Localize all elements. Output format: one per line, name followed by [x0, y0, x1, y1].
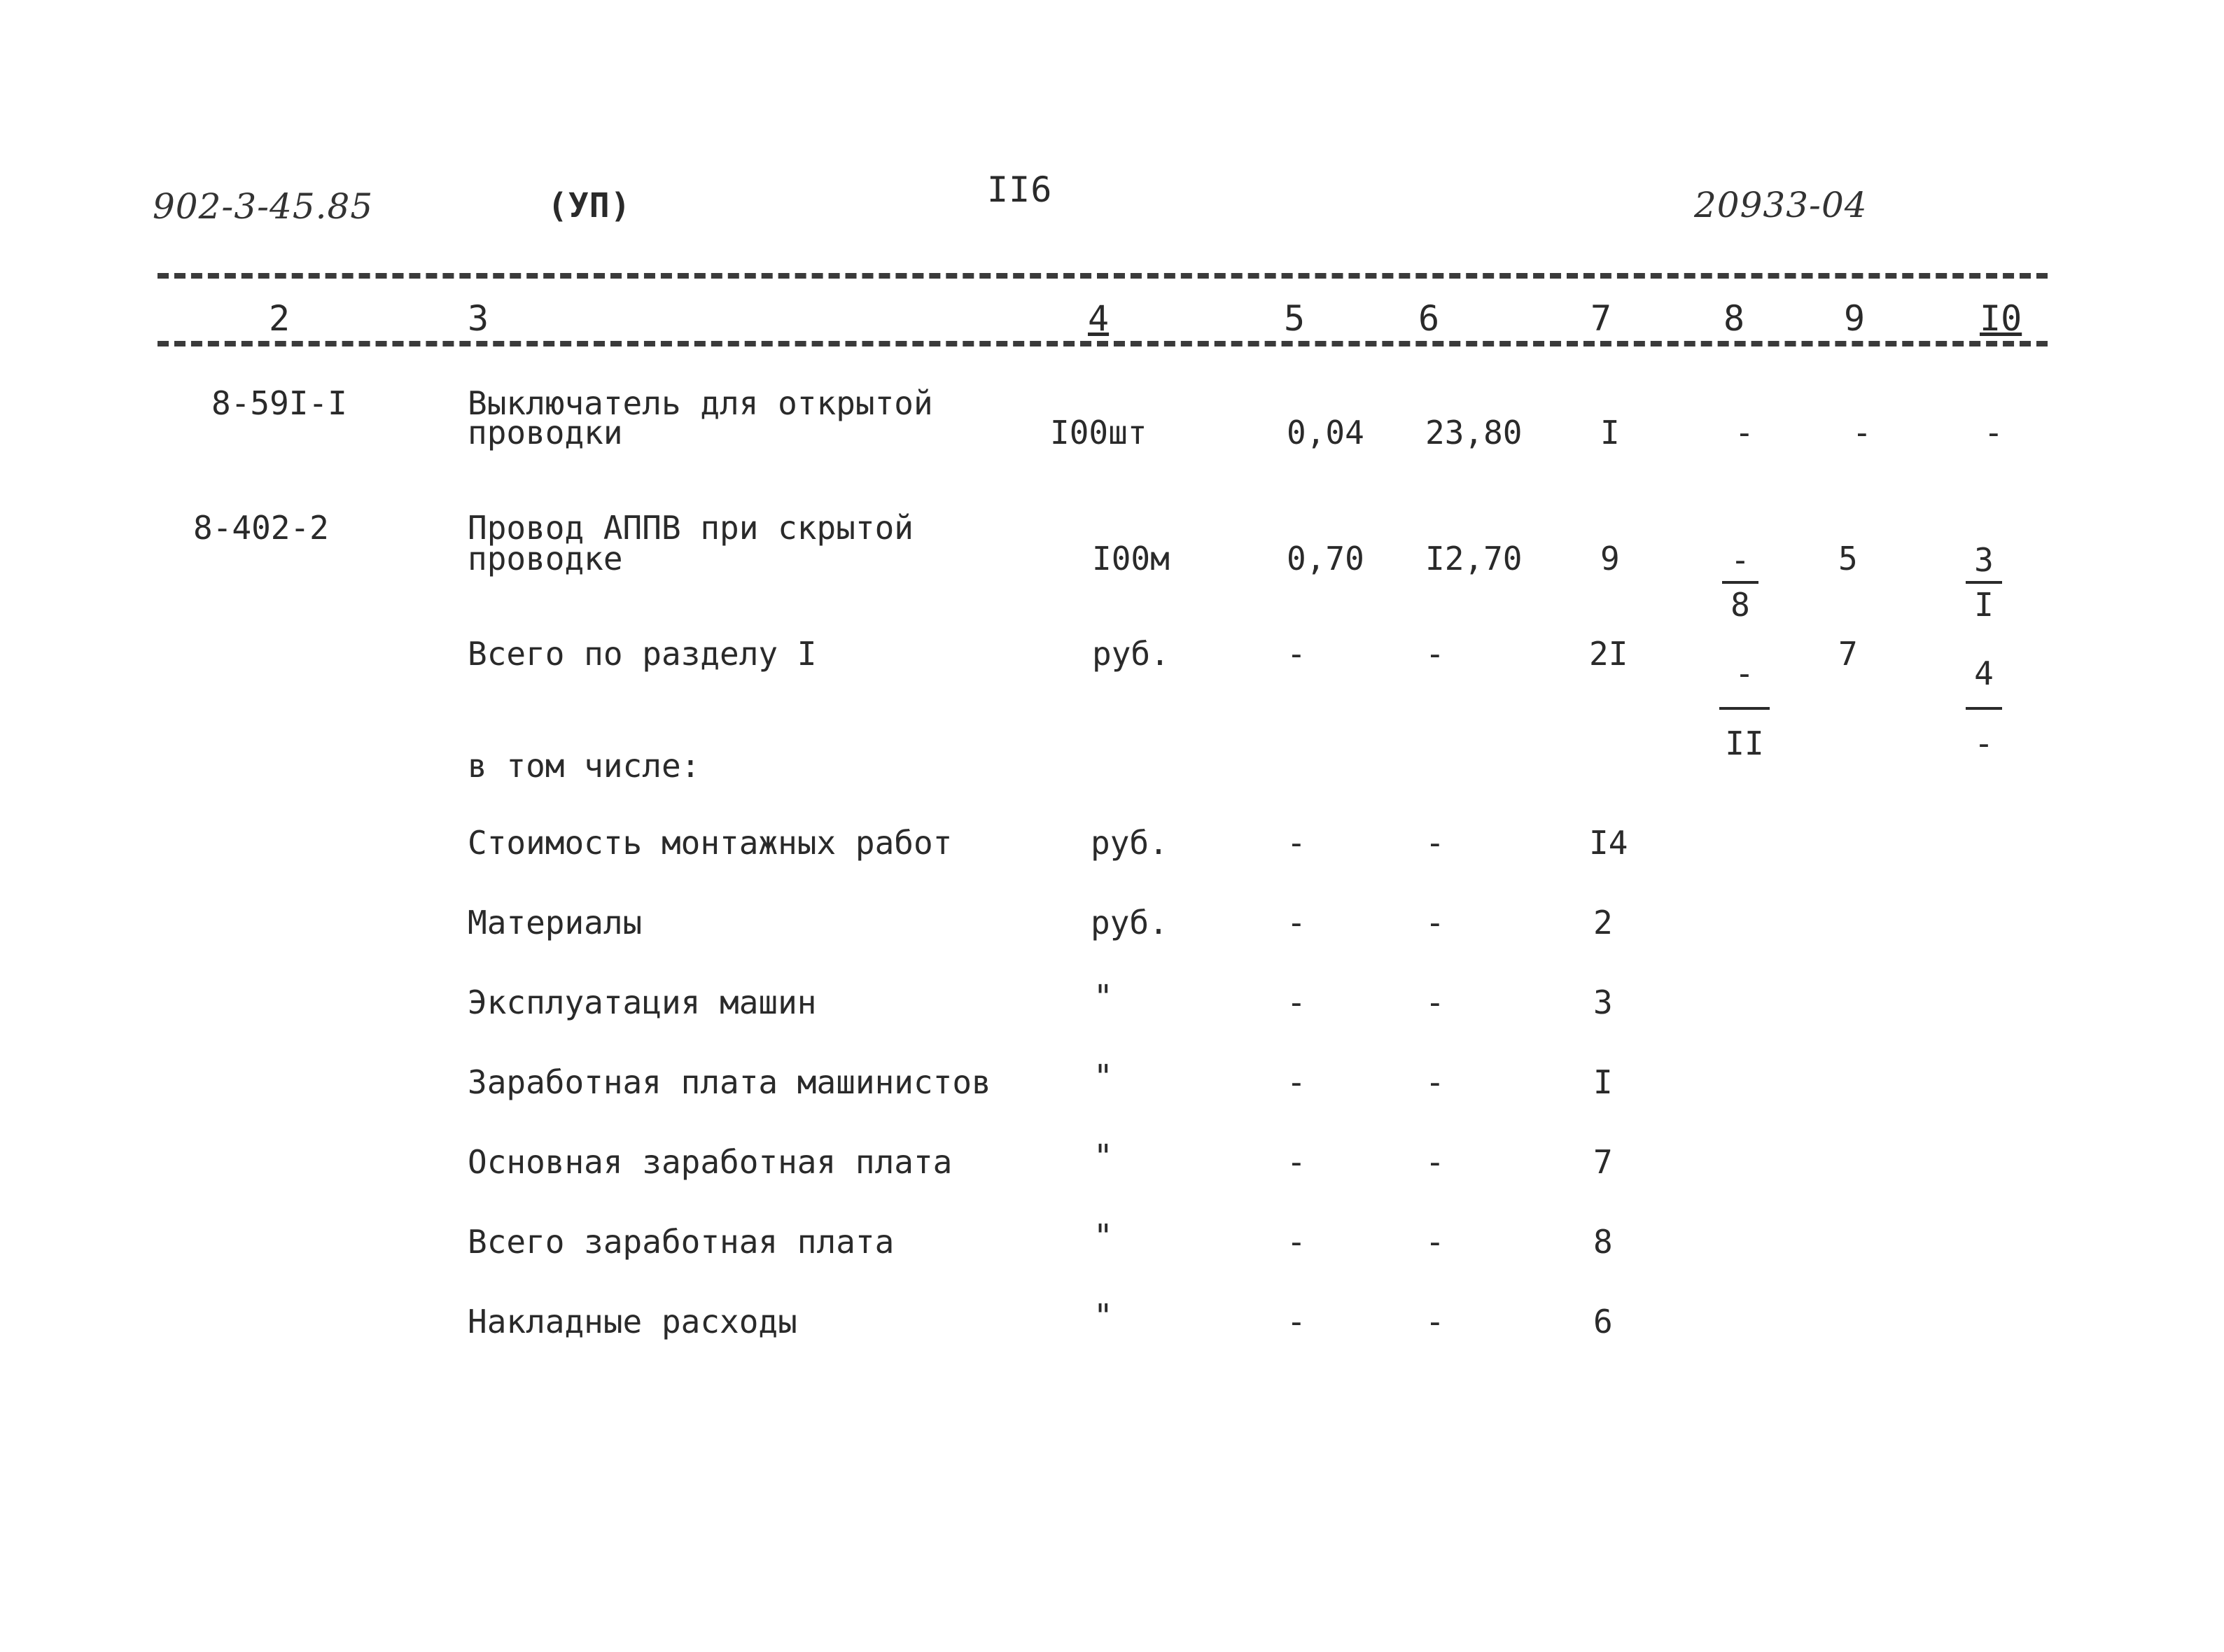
row-name-line1: Провод АППВ при скрытой [468, 509, 914, 547]
breakdown-unit: " [1093, 1138, 1113, 1175]
document-code: 902-3-45.85 [153, 186, 374, 227]
breakdown-quantity: - [1287, 1143, 1306, 1181]
column-number: 8 [1719, 301, 1749, 336]
fraction-numerator: 3 [1966, 539, 2002, 584]
breakdown-price: - [1425, 904, 1445, 941]
breakdown-label: Всего заработная плата [468, 1223, 895, 1261]
breakdown-quantity: - [1287, 1303, 1306, 1340]
row-col8: - [1735, 414, 1754, 451]
breakdown-unit: " [1093, 1217, 1113, 1255]
column-number: 9 [1840, 301, 1869, 336]
section-total-col8-fraction [1719, 640, 1770, 777]
breakdown-unit: " [1093, 1297, 1113, 1335]
breakdown-total: 7 [1593, 1143, 1613, 1181]
fraction-numerator: - [1722, 539, 1758, 584]
breakdown-price: - [1425, 824, 1445, 862]
row-price: 23,80 [1425, 414, 1523, 451]
row-quantity: 0,70 [1287, 540, 1364, 578]
project-code: 20933-04 [1694, 185, 1868, 225]
fraction-denominator: II [1725, 724, 1764, 762]
row-col8-fraction [1722, 539, 1758, 626]
breakdown-price: - [1425, 1063, 1445, 1101]
breakdown-unit: руб. [1091, 824, 1168, 862]
section-total-label: Всего по разделу I [468, 635, 817, 673]
row-col10-fraction [1966, 539, 2002, 626]
breakdown-total: I4 [1589, 824, 1628, 862]
column-number: I0 [1975, 301, 2026, 336]
column-number: 5 [1280, 301, 1309, 336]
breakdown-label: Эксплуатация машин [468, 983, 817, 1021]
breakdown-price: - [1425, 1143, 1445, 1181]
breakdown-label: Основная заработная плата [468, 1143, 953, 1181]
header-bottom-rule [158, 341, 2048, 346]
column-number: 4 [1084, 301, 1113, 336]
breakdown-total: 3 [1593, 983, 1613, 1021]
fraction-numerator: 4 [1966, 640, 2002, 710]
breakdown-total: 2 [1593, 904, 1613, 941]
breakdown-quantity: - [1287, 1063, 1306, 1101]
breakdown-label: Стоимость монтажных работ [468, 824, 953, 862]
row-code: 8-402-2 [193, 509, 329, 547]
breakdown-total: 6 [1593, 1303, 1613, 1340]
section-total-sum: 2I [1589, 635, 1628, 673]
row-unit: I00м [1092, 540, 1170, 578]
row-total: I [1600, 414, 1620, 451]
breakdown-total: I [1593, 1063, 1613, 1101]
breakdown-label: Накладные расходы [468, 1303, 797, 1340]
row-name-line1: Выключатель для открытой [468, 384, 933, 422]
row-col9: 5 [1838, 540, 1858, 578]
section-total-unit: руб. [1092, 635, 1170, 673]
page-number: II6 [987, 169, 1053, 210]
row-name-line2: проводки [468, 414, 623, 451]
breakdown-price: - [1425, 983, 1445, 1021]
section-total-col10-fraction [1966, 640, 2002, 777]
column-number: 7 [1586, 301, 1616, 336]
breakdown-unit: " [1093, 1058, 1113, 1096]
breakdown-price: - [1425, 1223, 1445, 1261]
row-price: I2,70 [1425, 540, 1523, 578]
row-col9: - [1852, 414, 1872, 451]
breakdown-label: Материалы [468, 904, 643, 941]
section-total-quantity: - [1287, 635, 1306, 673]
row-name-line2: проводке [468, 540, 623, 578]
row-unit: I00шт [1050, 414, 1147, 451]
header-top-rule [158, 273, 2048, 279]
row-total: 9 [1600, 540, 1620, 578]
column-number: 6 [1414, 301, 1443, 336]
breakdown-quantity: - [1287, 904, 1306, 941]
breakdown-price: - [1425, 1303, 1445, 1340]
fraction-denominator: 8 [1730, 586, 1750, 624]
column-number: 2 [265, 301, 294, 336]
fraction-denominator: - [1974, 724, 1994, 762]
section-total-col9: 7 [1838, 635, 1858, 673]
breakdown-unit: руб. [1091, 904, 1168, 941]
row-col10: - [1984, 414, 2003, 451]
breakdown-quantity: - [1287, 824, 1306, 862]
breakdown-total: 8 [1593, 1223, 1613, 1261]
fraction-numerator: - [1719, 640, 1770, 710]
breakdown-label: Заработная плата машинистов [468, 1063, 991, 1101]
breakdown-unit: " [1093, 978, 1113, 1016]
section-total-price: - [1425, 635, 1445, 673]
breakdown-quantity: - [1287, 983, 1306, 1021]
row-quantity: 0,04 [1287, 414, 1364, 451]
section-roman-numeral: (УП) [547, 186, 631, 225]
breakdown-quantity: - [1287, 1223, 1306, 1261]
including-label: в том числе: [468, 747, 701, 785]
fraction-denominator: I [1974, 586, 1994, 624]
column-number: 3 [463, 301, 493, 336]
row-code: 8-59I-I [211, 384, 347, 422]
